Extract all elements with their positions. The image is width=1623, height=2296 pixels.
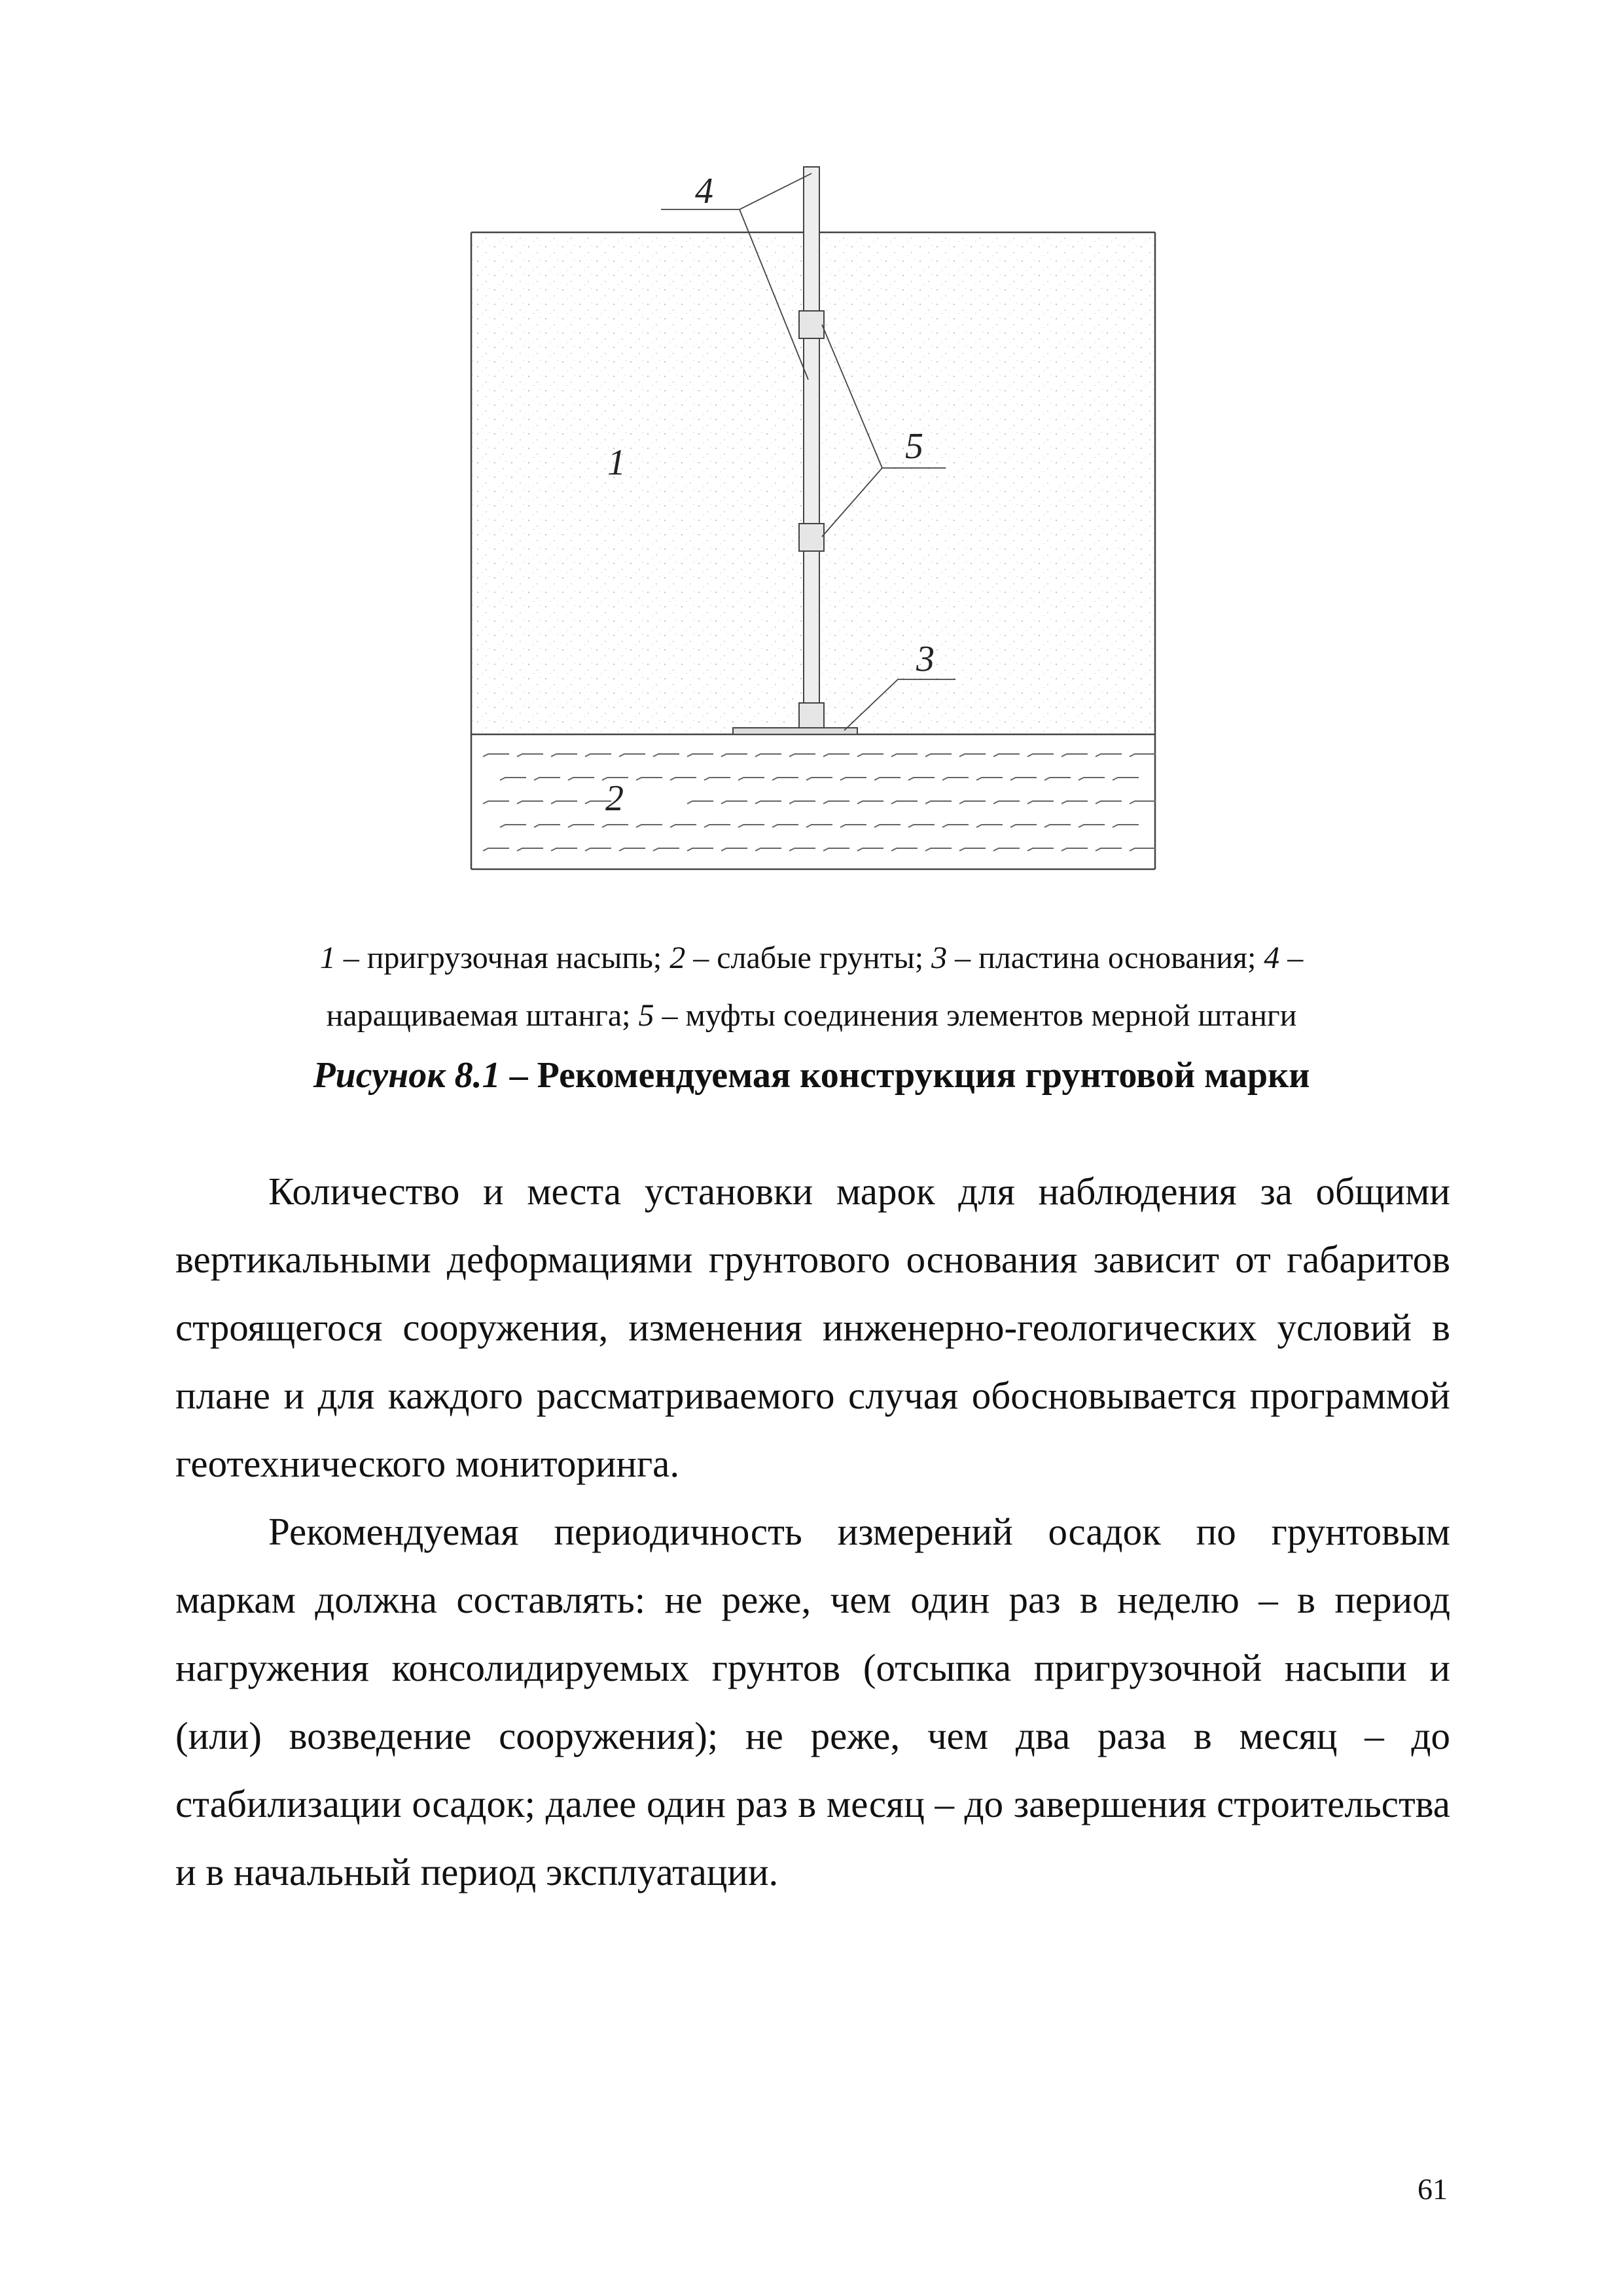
- figure-legend-line-2: наращиваемая штанга; 5 – муфты соединения элементов мерной штанги: [326, 998, 1297, 1033]
- base-plate: [733, 728, 857, 734]
- page-number: 61: [1418, 2172, 1448, 2206]
- label-5: 5: [905, 426, 923, 467]
- leader-4: [661, 173, 812, 209]
- extension-rod: [804, 167, 819, 728]
- label-4: 4: [695, 171, 713, 211]
- body-text: [175, 1157, 1450, 1906]
- paragraph-2: Рекомендуемая периодичность измерений осадок по грунтовым маркам должна составлять: не реже, чем один раз в неделю – в период нагружения консолидируемых грунтов (отсыпка пригрузочной насыпи и (или) возведение сооружения); не реже, чем два раза в месяц – до стабилизации осадок; далее один раз в месяц – до завершения строительства и в начальный период эксплуатации.: [175, 1510, 1450, 1893]
- coupling-bottom: [799, 703, 824, 728]
- soil-mark-diagram: [458, 157, 1191, 884]
- label-2: 2: [605, 778, 624, 819]
- label-3: 3: [916, 639, 935, 679]
- label-1: 1: [607, 442, 626, 483]
- weak-soil-hatching: [483, 754, 1156, 851]
- coupling-top: [799, 311, 824, 338]
- coupling-middle: [799, 524, 824, 551]
- paragraph-1: Количество и места установки марок для наблюдения за общими вертикальными деформациями грунтового основания зависит от габаритов строящегося сооружения, изменения инженерно-геологических условий в плане и для каждого рассматриваемого случая обосновывается программой геотехнического мониторинга.: [175, 1170, 1450, 1485]
- figure-title: Рисунок 8.1 – Рекомендуемая конструкция грунтовой марки: [313, 1055, 1310, 1096]
- soil-mark-figure: [458, 157, 1191, 884]
- figure-legend-line-1: 1 – пригрузочная насыпь; 2 – слабые грунты; 3 – пластина основания; 4 –: [319, 941, 1304, 975]
